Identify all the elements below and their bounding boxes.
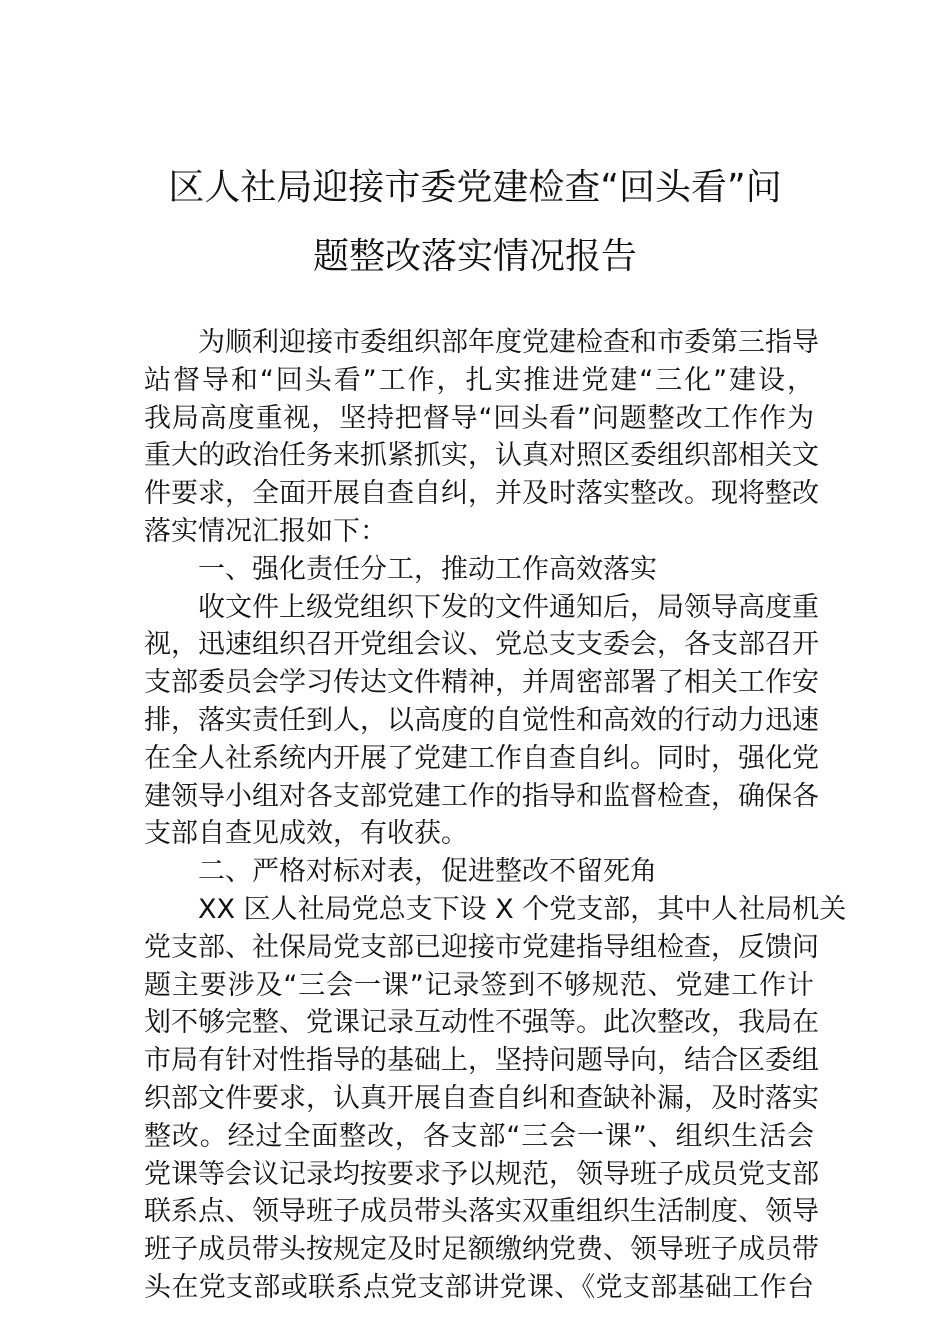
paragraph-2-line: 视，迅速组织召开党组会议、党总支支委会，各支部召开	[144, 629, 819, 661]
paragraph-1-line: 我局高度重视，坚持把督导“回头看”问题整改工作作为	[144, 402, 814, 434]
paragraph-3-line: 整改。经过全面整改，各支部“三会一课”、组织生活会	[144, 1120, 814, 1152]
paragraph-3-line: 联系点、领导班子成员带头落实双重组织生活制度、领导	[144, 1196, 819, 1228]
paragraph-3-line: 党支部、社保局党支部已迎接市党建指导组检查，反馈问	[144, 931, 819, 963]
paragraph-3-line: 班子成员带头按规定及时足额缴纳党费、领导班子成员带	[144, 1234, 819, 1266]
paragraph-2-line: 排，落实责任到人，以高度的自觉性和高效的行动力迅速	[144, 704, 819, 736]
paragraph-2-line: 收文件上级党组织下发的文件通知后，局领导高度重	[198, 591, 819, 623]
paragraph-2-line: 支部自查见成效，有收获。	[144, 818, 468, 850]
paragraph-3-line: 织部文件要求，认真开展自查自纠和查缺补漏，及时落实	[144, 1082, 819, 1114]
paragraph-3-line: 题主要涉及“三会一课”记录签到不够规范、党建工作计	[144, 969, 814, 1001]
document-title-line-1: 区人社局迎接市委党建检查“回头看”问	[168, 167, 782, 208]
paragraph-2-line: 建领导小组对各支部党建工作的指导和监督检查，确保各	[144, 780, 819, 812]
section-heading-1: 一、强化责任分工，推动工作高效落实	[198, 553, 657, 585]
paragraph-1-line: 为顺利迎接市委组织部年度党建检查和市委第三指导	[198, 327, 819, 358]
paragraph-1-line: 落实情况汇报如下：	[144, 515, 387, 547]
paragraph-2-line: 在全人社系统内开展了党建工作自查自纠。同时，强化党	[144, 742, 819, 774]
paragraph-1-line: 件要求，全面开展自查自纠，并及时落实整改。现将整改	[144, 478, 819, 510]
paragraph-3-line: 市局有针对性指导的基础上，坚持问题导向，结合区委组	[144, 1045, 819, 1077]
paragraph-3-line: 划不够完整、党课记录互动性不强等。此次整改，我局在	[144, 1007, 819, 1039]
paragraph-3-line: 头在党支部或联系点党支部讲党课、《党支部基础工作台	[144, 1271, 814, 1303]
section-heading-2: 二、严格对标对表，促进整改不留死角	[198, 856, 657, 888]
paragraph-2-line: 支部委员会学习传达文件精神，并周密部署了相关工作安	[144, 667, 819, 699]
paragraph-1-line: 重大的政治任务来抓紧抓实，认真对照区委组织部相关文	[144, 440, 819, 472]
document-title-line-2: 题整改落实情况报告	[312, 236, 637, 277]
paragraph-3-line: 党课等会议记录均按要求予以规范，领导班子成员党支部	[144, 1158, 819, 1190]
paragraph-3-line: XX 区人社局党总支下设 X 个党支部，其中人社局机关	[198, 893, 847, 925]
document-body	[144, 324, 847, 1307]
paragraph-1-line: 站督导和“回头看”工作，扎实推进党建“三化”建设，	[144, 364, 814, 396]
